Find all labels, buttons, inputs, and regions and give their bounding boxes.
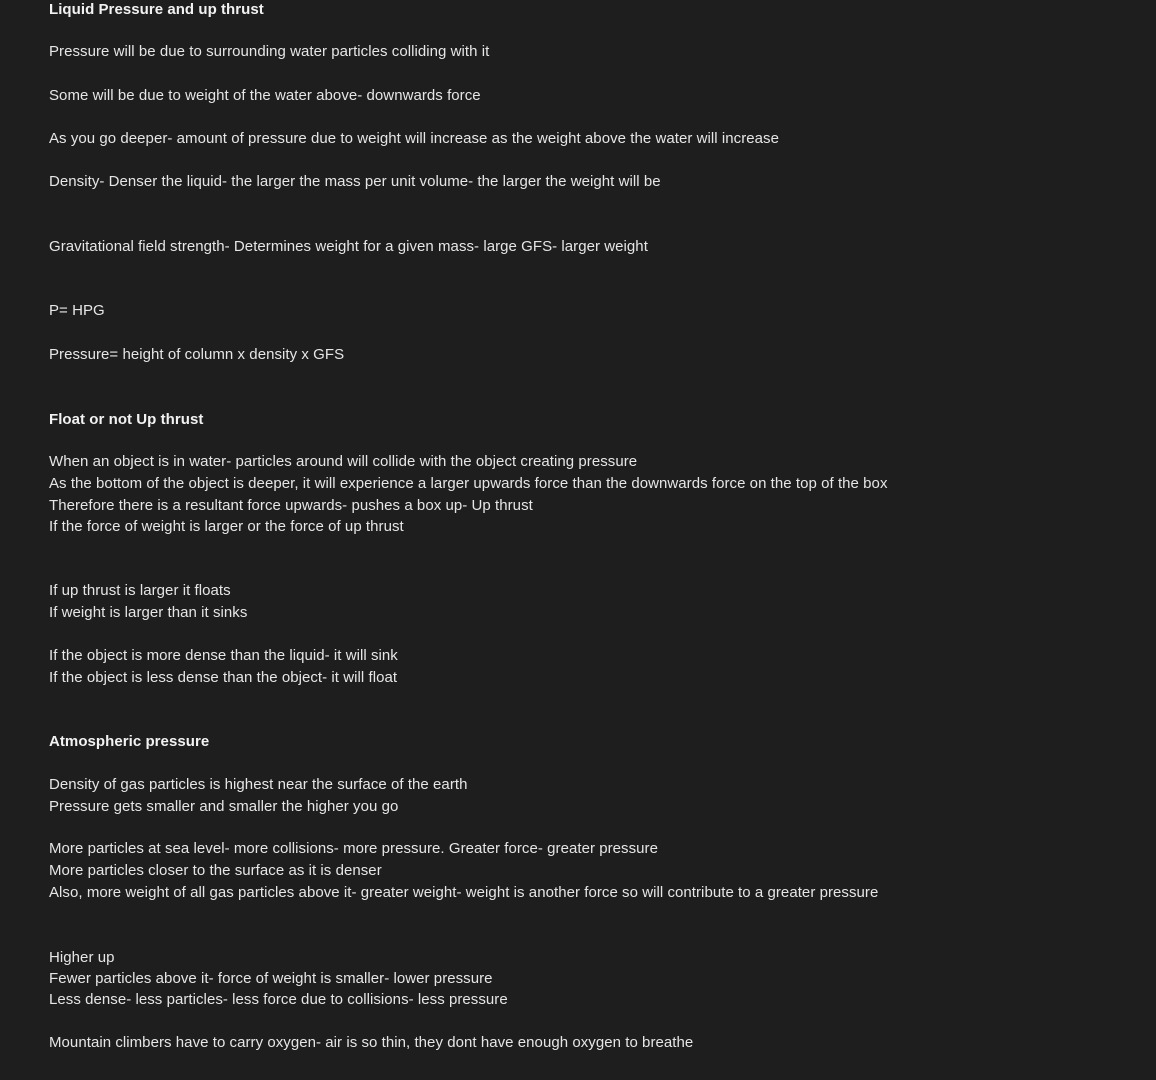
line-mountain-climbers: Mountain climbers have to carry oxygen- air is so thin, they dont have enough oxygen to breathe (49, 1034, 694, 1051)
paragraph-gfs: Gravitational field strength- Determines weight for a given mass- large GFS- larger weight (49, 238, 648, 255)
formula-symbolic: P= HPG (49, 302, 105, 319)
line-resultant-force: Therefore there is a resultant force upwards- pushes a box up- Up thrust (49, 497, 533, 514)
line-floats: If up thrust is larger it floats (49, 582, 231, 599)
line-less-dense: If the object is less dense than the object- it will float (49, 669, 398, 686)
line-less-dense-air: Less dense- less particles- less force due to collisions- less pressure (49, 991, 508, 1008)
line-fewer-particles: Fewer particles above it- force of weight is smaller- lower pressure (49, 970, 493, 987)
line-higher-up: Higher up (49, 949, 115, 966)
line-weight-vs-upthrust: If the force of weight is larger or the force of up thrust (49, 518, 404, 535)
line-sea-level: More particles at sea level- more collisions- more pressure. Greater force- greater pressure (49, 840, 658, 857)
line-density-gas: Density of gas particles is highest near the surface of the earth (49, 776, 468, 793)
paragraph-deeper: As you go deeper- amount of pressure due to weight will increase as the weight above the water will increase (49, 130, 779, 147)
formula-words: Pressure= height of column x density x GFS (49, 346, 345, 363)
paragraph-weight-above: Some will be due to weight of the water above- downwards force (49, 87, 481, 104)
paragraph-density: Density- Denser the liquid- the larger the mass per unit volume- the larger the weight will be (49, 173, 661, 190)
line-sinks: If weight is larger than it sinks (49, 604, 248, 621)
line-bottom-deeper: As the bottom of the object is deeper, it will experience a larger upwards force than the downwards force on the top of the box (49, 475, 888, 492)
line-closer-surface: More particles closer to the surface as it is denser (49, 862, 382, 879)
line-pressure-smaller: Pressure gets smaller and smaller the higher you go (49, 798, 399, 815)
paragraph-surrounding-particles: Pressure will be due to surrounding water particles colliding with it (49, 43, 490, 60)
heading-float-or-not: Float or not Up thrust (49, 411, 204, 428)
line-weight-gas: Also, more weight of all gas particles above it- greater weight- weight is another force so will contribute to a greater pressure (49, 884, 879, 901)
heading-liquid-pressure: Liquid Pressure and up thrust (49, 1, 264, 18)
heading-atmospheric-pressure: Atmospheric pressure (49, 733, 210, 750)
line-object-in-water: When an object is in water- particles around will collide with the object creating pressure (49, 453, 638, 470)
line-more-dense: If the object is more dense than the liquid- it will sink (49, 647, 398, 664)
